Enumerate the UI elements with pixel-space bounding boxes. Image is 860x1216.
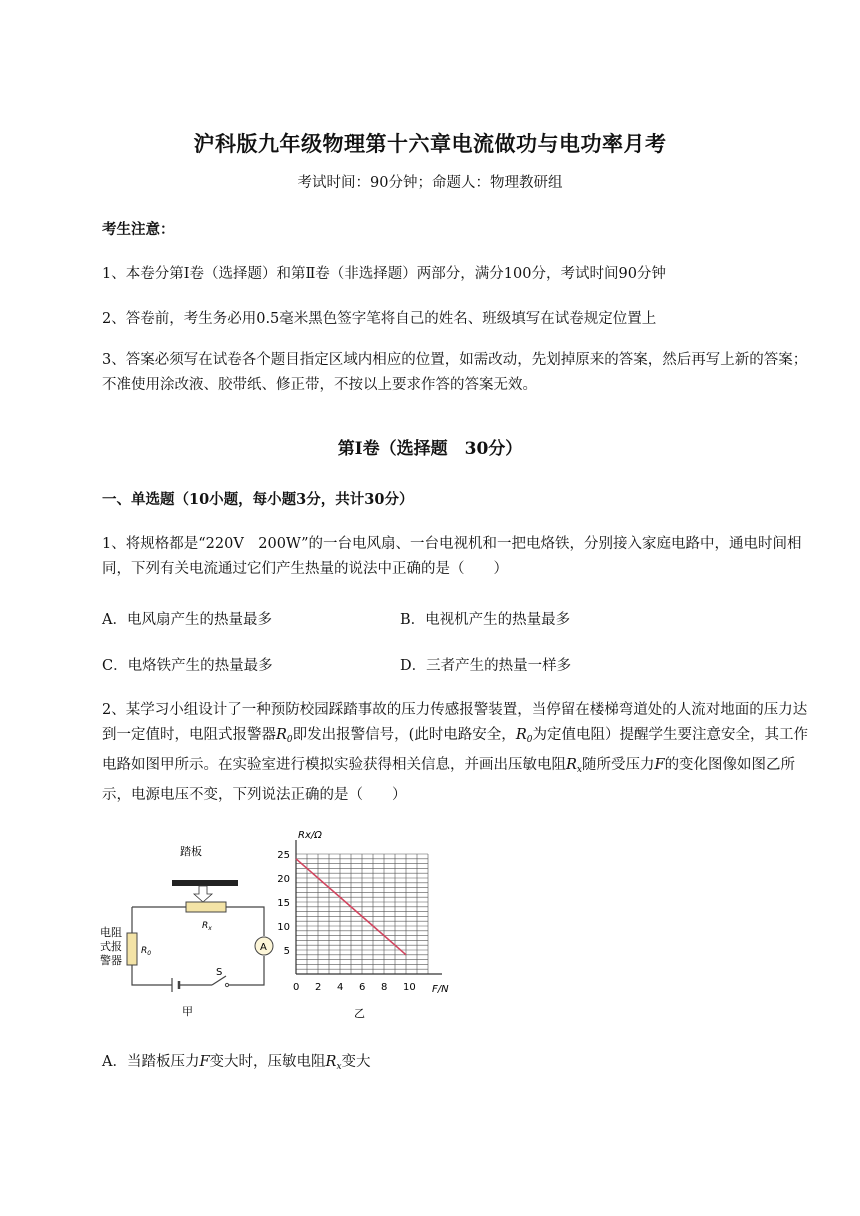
section-title: 第Ⅰ卷（选择题 30分） bbox=[337, 439, 523, 459]
var-rx: $R_x$ bbox=[566, 757, 582, 775]
notice-item-2: 2、答卷前，考生务必用0.5毫米黑色签字笔将自己的姓名、班级填写在试卷规定位置上 bbox=[102, 311, 657, 327]
switch-contact bbox=[225, 983, 228, 986]
x-tick-label: 8 bbox=[381, 982, 388, 993]
pressure-arrow-icon bbox=[194, 886, 212, 902]
chart-caption: 乙 bbox=[354, 1007, 365, 1020]
var-f: F bbox=[199, 1054, 210, 1070]
stem-part: 的变化图像如图乙所示，电源电压不变，下列说法正确的是（ ） bbox=[102, 757, 796, 803]
exam-info: 考试时间：90分钟；命题人：物理教研组 bbox=[297, 175, 563, 191]
x-tick-label: 0 bbox=[293, 982, 300, 993]
question-1-stem: 1、将规格都是“220V 200W”的一台电风扇、一台电视机和一把电烙铁，分别接入家庭电路中，通电时间相同，下列有关电流通过它们产生热量的说法中正确的是（ ） bbox=[102, 536, 802, 577]
y-axis-label: Rx/Ω bbox=[298, 830, 322, 841]
y-tick-label: 5 bbox=[283, 946, 290, 957]
question-1-option-b: B．电视机产生的热量最多 bbox=[400, 612, 571, 628]
question-2-stem bbox=[102, 698, 810, 808]
alarm-resistor-r0 bbox=[127, 933, 137, 965]
x-tick-label: 10 bbox=[403, 982, 416, 993]
ammeter-label: A bbox=[260, 942, 267, 953]
resistance-force-chart bbox=[270, 830, 450, 1025]
r0-label: $R_0$ bbox=[141, 946, 152, 957]
var-f: F bbox=[654, 757, 665, 773]
x-tick-label: 2 bbox=[315, 982, 322, 993]
question-2-option-a: A．当踏板压力F变大时，压敏电阻$R_x$变大 bbox=[102, 1054, 371, 1072]
alarm-label-line2: 式报 bbox=[100, 940, 122, 953]
y-tick-label: 15 bbox=[277, 898, 290, 909]
rx-label: $R_x$ bbox=[202, 921, 212, 932]
pedal-label: 踏板 bbox=[180, 845, 202, 858]
alarm-label-line3: 警器 bbox=[100, 954, 122, 967]
page-title: 沪科版九年级物理第十六章电流做功与电功率月考 bbox=[193, 131, 667, 156]
var-r0: $R_0$ bbox=[276, 727, 293, 745]
y-tick-label: 20 bbox=[277, 874, 290, 885]
stem-part: 2、某学习小组设计了一种预防校园踩踏事故的压力传感报警装置，当停留在楼梯弯道处的人流对地面的压力达到一定值时，电阻式报警器 bbox=[102, 702, 808, 743]
question-1-option-d: D．三者产生的热量一样多 bbox=[400, 658, 572, 674]
x-tick-label: 6 bbox=[359, 982, 366, 993]
x-axis-label: F/N bbox=[432, 984, 449, 995]
stem-part: 随所受压力 bbox=[582, 757, 655, 773]
notice-item-1: 1、本卷分第Ⅰ卷（选择题）和第Ⅱ卷（非选择题）两部分，满分100分，考试时间90分钟 bbox=[102, 266, 666, 282]
notice-item-3: 3、答案必须写在试卷各个题目指定区域内相应的位置，如需改动，先划掉原来的答案，然后再写上新的答案；不准使用涂改液、胶带纸、修正带，不按以上要求作答的答案无效。 bbox=[102, 352, 808, 393]
notice-heading: 考生注意： bbox=[102, 221, 175, 238]
stem-part: 即发出报警信号，(此时电路安全， bbox=[292, 727, 516, 743]
pressure-sensitive-resistor bbox=[186, 902, 226, 912]
circuit-caption: 甲 bbox=[182, 1005, 193, 1018]
y-tick-label: 25 bbox=[277, 850, 290, 861]
pedal-board bbox=[172, 880, 238, 886]
part-heading: 一、单选题（10小题，每小题3分，共计30分） bbox=[102, 491, 414, 508]
stem-part: 为定值电阻）提醒学生要注意安全，其工作电路如图甲所示。在实验室进行模拟实验获得相关信息，并画出压敏电阻 bbox=[102, 727, 808, 773]
switch-label: S bbox=[216, 967, 223, 978]
circuit-wires bbox=[132, 907, 264, 985]
question-1-option-c: C．电烙铁产生的热量最多 bbox=[102, 658, 273, 674]
question-1-option-a: A．电风扇产生的热量最多 bbox=[102, 612, 272, 628]
circuit-diagram bbox=[100, 840, 280, 1025]
var-r0: $R_0$ bbox=[515, 727, 533, 745]
var-rx: $R_x$ bbox=[325, 1054, 342, 1072]
y-tick-label: 10 bbox=[277, 922, 290, 933]
alarm-label-line1: 电阻 bbox=[100, 926, 122, 939]
x-tick-label: 4 bbox=[337, 982, 344, 993]
